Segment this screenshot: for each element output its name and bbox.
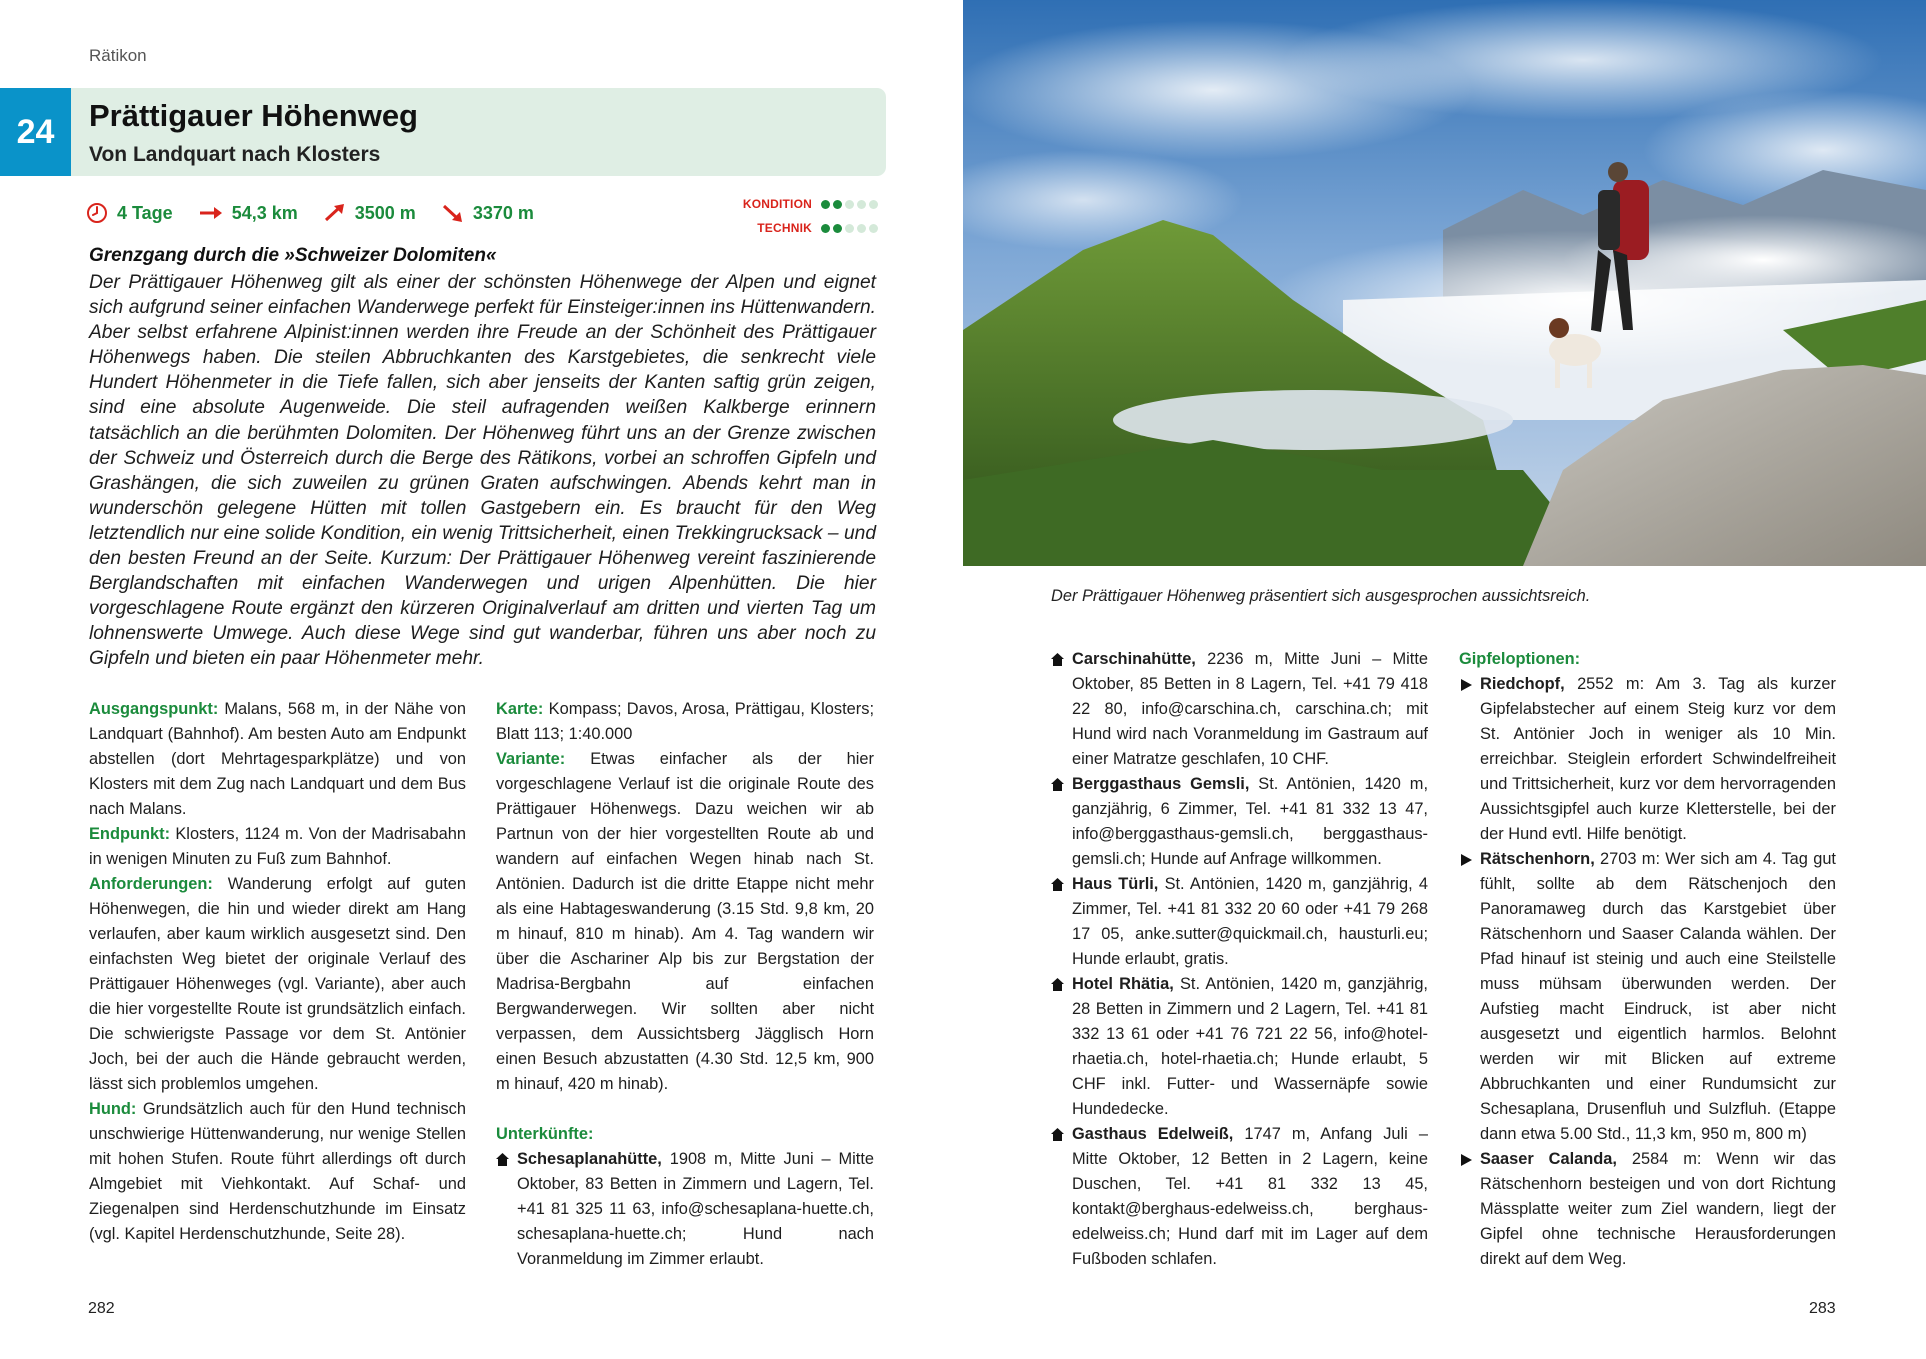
- summit-entry: [1459, 1147, 1836, 1272]
- hut-text: 1908 m, Mitte Juni – Mitte Oktober, 83 Betten in Zimmern und Lagern, Tel. +41 81 325 11 63, info@schesaplana-huette.ch, schesaplana-huette.ch; Hund nach Voranmeldung im Zimmer erlaubt.: [517, 1150, 874, 1268]
- ascent-stat: [324, 203, 416, 224]
- summit-text: 2552 m: Am 3. Tag als kurzer Gipfelabstecher auf einem Steig kurz vor dem St. Antönier Joch in weniger als 10 Min. erreichbar. Steiglein erfordert Schwindelfreiheit und Trittsicherheit, kurz vor dem hervorragenden Aussichtsgipfel auch kurze Kletterstelle, bei der der Hund evtl. Hilfe benötigt.: [1480, 675, 1836, 843]
- hut-entry: [1051, 1122, 1428, 1272]
- hut-name: Hotel Rhätia,: [1072, 975, 1174, 993]
- triangle-bullet-icon: [1461, 679, 1472, 691]
- right-page: [963, 0, 1926, 1359]
- requirements-text: Wanderung erfolgt auf guten Höhenwegen, die hin und wieder direkt am Hang verlaufen, aber kaum wirklich ausgesetzt sind. Den einfachsten Weg bietet der originale Verlauf des Prättigauer Höhenweges (vgl. Variante), aber auch die hier vorgestellte Route ist grundsätzlich einfach. Die schwierigste Passage vor dem St. Antönier Joch, bei der auch die Hände gebraucht werden, lässt sich problemlos umgehen.: [89, 875, 466, 1093]
- rating-dot: [833, 200, 842, 209]
- rating-dot: [845, 224, 854, 233]
- summit-name: Rätschenhorn,: [1480, 850, 1595, 868]
- info-column-1: [89, 697, 466, 1247]
- tour-stats: [86, 198, 560, 228]
- descent-value: 3370 m: [472, 202, 534, 223]
- map-text: Kompass; Davos, Arosa, Prättigau, Klosters; Blatt 113; 1:40.000: [496, 700, 874, 743]
- rating-dot: [821, 200, 830, 209]
- hut-text: 2236 m, Mitte Juni – Mitte Oktober, 85 Betten in 8 Lagern, Tel. +41 79 418 22 80, info@carschina.ch, carschina.ch; mit Hund wird nach Voranmeldung im Gastraum auf einer Matratze geschlafen, 10 CHF.: [1072, 650, 1428, 768]
- page-title: Prättigauer Höhenweg: [89, 98, 418, 133]
- info-requirements: [89, 872, 466, 1097]
- summit-name: Saaser Calanda,: [1480, 1150, 1617, 1168]
- dog-text: Grundsätzlich auch für den Hund technisch unschwierige Hüttenwanderung, nur wenige Stellen mit hohen Stufen. Route führt allerdings oft durch Almgebiet mit Viehkontakt. Auf Schaf- und Ziegenalpen sind Herdenschutzhunde im Einsatz (vgl. Kapitel Herdenschutzhunde, Seite 28).: [89, 1100, 466, 1243]
- rating-dot: [857, 224, 866, 233]
- hiker-with-dog-image: [963, 0, 1926, 566]
- kondition-label: KONDITION: [742, 197, 812, 211]
- page-subtitle: Von Landquart nach Klosters: [89, 143, 381, 166]
- technik-label: TECHNIK: [757, 221, 812, 235]
- start-label: Ausgangspunkt:: [89, 700, 219, 718]
- info-start: [89, 697, 466, 822]
- summit-column: [1459, 647, 1836, 1272]
- triangle-bullet-icon: [1461, 854, 1472, 866]
- arrow-down-icon: [442, 204, 464, 222]
- hut-icon: [496, 1153, 509, 1166]
- rating-dot: [857, 200, 866, 209]
- rating-dot: [869, 200, 878, 209]
- tour-number: 24: [0, 88, 71, 176]
- tour-header: [0, 88, 886, 176]
- variant-label: Variante:: [496, 750, 566, 768]
- lodging-heading: Unterkünfte:: [496, 1125, 594, 1143]
- info-end: [89, 822, 466, 872]
- hut-name: Haus Türli,: [1072, 875, 1159, 893]
- photo-caption: Der Prättigauer Höhenweg präsentiert sich ausgesprochen aussichtsreich.: [1051, 587, 1591, 605]
- page-number-left: 282: [88, 1300, 115, 1317]
- hut-entry: [496, 1147, 874, 1272]
- lodging-column: [1051, 647, 1428, 1272]
- hut-entry: [1051, 647, 1428, 772]
- end-label: Endpunkt:: [89, 825, 171, 843]
- hut-entry: [1051, 972, 1428, 1122]
- intro-text: Der Prättigauer Höhenweg gilt als einer der schönsten Höhenwege der Alpen und eignet sich aufgrund seiner einfachen Wanderwege perfekt für Einsteiger:innen ins Hüttenwandern. Aber selbst erfahrene Alpinist:innen werden ihre Freude an der Schönheit des Prättigauer Höhenwegs haben. Die steilen Abbruchkanten des Karstgebietes, die senkrecht viele Hundert Höhenmeter in die Tiefe fallen, sich aber jenseits der Kanten saftig grün zeigen, sind eine absolute Augenweide. Die steil aufragenden weißen Kalkberge erinnern tatsächlich an die berühmten Dolomiten. Der Höhenweg führt uns an der Grenze zwischen der Schweiz und Österreich durch die Berge des Rätikons, vorbei an schroffen Gipfeln und Grashängen, die sich zuweilen zu grünen Graten aufschwingen. Abends kehrt man in wunderschön gelegene Hütten mit tollen Gastgebern ein. Es braucht für den Weg letztendlich nur eine solide Kondition, ein wenig Trittsicherheit, einen Trekkingrucksack – und den besten Freund an der Seite. Kurzum: Der Prättigauer Höhenweg vereint faszinierende Berglandschaften mit einfachen Wanderwegen und urigen Alpenhütten. Die hier vorgeschlagene Route ergänzt den kürzeren Originalverlauf am dritten und vierten Tag um lohnenswerte Umwege. Auch diese Wege sind gut wanderbar, führen uns aber noch zu Gipfeln und bieten ein paar Höhenmeter mehr.: [89, 272, 876, 670]
- requirements-label: Anforderungen:: [89, 875, 213, 893]
- hut-name: Carschinahütte,: [1072, 650, 1196, 668]
- duration-value: 4 Tage: [117, 202, 173, 223]
- hut-entry: [1051, 872, 1428, 972]
- map-label: Karte:: [496, 700, 544, 718]
- arrow-right-icon: [199, 206, 223, 220]
- hut-icon: [1051, 1128, 1064, 1141]
- summit-text: 2703 m: Wer sich am 4. Tag gut fühlt, sollte ab dem Rätschenjoch den Panoramaweg durch das Karstgebiet über Rätschenhorn und Saaser Calanda wählen. Der Pfad hinauf ist steinig und auch eine Steilstelle muss mühsam überwunden werden. Der Aufstieg macht Eindruck, ist aber nicht ausgesetzt und eigentlich harmlos. Belohnt werden wir mit Blicken auf extreme Abbruchkanten und einer Rundumsicht zur Schesaplana, Drusenfluh und Sulzfluh. (Etappe dann etwa 5.00 Std., 11,3 km, 950 m, 800 m): [1480, 850, 1836, 1143]
- hut-icon: [1051, 653, 1064, 666]
- clock-icon: [86, 202, 108, 224]
- summit-name: Riedchopf,: [1480, 675, 1565, 693]
- intro-heading: Grenzgang durch die »Schweizer Dolomiten«: [89, 245, 497, 266]
- start-text: Malans, 568 m, in der Nähe von Landquart (Bahnhof). Am besten Auto am Endpunkt abstellen (dort Mehrtagesparkplätze) und von Klosters mit dem Zug nach Landquart und dem Bus nach Malans.: [89, 700, 466, 818]
- rating-dot: [833, 224, 842, 233]
- end-text: Klosters, 1124 m. Von der Madrisabahn in wenigen Minuten zu Fuß zum Bahnhof.: [89, 825, 466, 868]
- ascent-value: 3500 m: [354, 202, 416, 223]
- hut-text: 1747 m, Anfang Juli – Mitte Oktober, 12 Betten in 2 Lagern, keine Duschen, Tel. +41 81 332 13 45, kontakt@berghaus-edelweiss.ch, berghaus-edelweiss.ch; Hund darf mit im Lager auf dem Fußboden schlafen.: [1072, 1125, 1428, 1268]
- technik-rating: [700, 216, 878, 240]
- info-dog: [89, 1097, 466, 1247]
- duration-stat: [86, 202, 173, 224]
- region-label: Rätikon: [89, 46, 147, 65]
- page-number-right: 283: [1809, 1300, 1836, 1317]
- hut-name: Schesaplanahütte,: [517, 1150, 662, 1168]
- hut-name: Berggasthaus Gemsli,: [1072, 775, 1250, 793]
- rating-dot: [869, 224, 878, 233]
- hut-icon: [1051, 978, 1064, 991]
- info-column-2: [496, 697, 874, 1272]
- summit-entry: [1459, 847, 1836, 1147]
- hut-text: St. Antönien, 1420 m, ganzjährig, 28 Betten in Zimmern und 2 Lagern, Tel. +41 81 332 13 61 oder +41 76 721 22 56, info@hotel-rhaetia.ch, hotel-rhaetia.ch; Hunde erlaubt, 5 CHF inkl. Futter- und Wassernäpfe sowie Hundedecke.: [1072, 975, 1428, 1118]
- mountain-photo: [963, 0, 1926, 566]
- dog-label: Hund:: [89, 1100, 137, 1118]
- summit-entry: [1459, 672, 1836, 847]
- arrow-up-icon: [324, 204, 346, 222]
- summit-text: 2584 m: Wenn wir das Rätschenhorn besteigen und von dort Richtung Mässplatte weiter zum Ziel wandern, liegt der Gipfel ohne technische Herausforderungen direkt auf dem Weg.: [1480, 1150, 1836, 1268]
- rating-dot: [821, 224, 830, 233]
- hut-entry: [1051, 772, 1428, 872]
- hut-text: St. Antönien, 1420 m, ganzjährig, 4 Zimmer, Tel. +41 81 332 20 60 oder +41 79 268 17 05, anke.sutter@quickmail.ch, hausturli.eu; Hunde erlaubt, gratis.: [1072, 875, 1428, 968]
- summit-heading: Gipfeloptionen:: [1459, 650, 1581, 668]
- kondition-rating: [700, 192, 878, 216]
- hut-name: Gasthaus Edelweiß,: [1072, 1125, 1234, 1143]
- rating-dot: [845, 200, 854, 209]
- info-map: [496, 697, 874, 747]
- hut-icon: [1051, 778, 1064, 791]
- distance-stat: [199, 203, 298, 224]
- hut-text: St. Antönien, 1420 m, ganzjährig, 6 Zimmer, Tel. +41 81 332 13 47, info@berggasthaus-gemsli.ch, berggasthaus-gemsli.ch; Hunde auf Anfrage willkommen.: [1072, 775, 1428, 868]
- triangle-bullet-icon: [1461, 1154, 1472, 1166]
- descent-stat: [442, 203, 534, 224]
- hut-icon: [1051, 878, 1064, 891]
- difficulty-ratings: [700, 192, 878, 240]
- variant-text: Etwas einfacher als der hier vorgeschlagene Verlauf ist die originale Route des Prättigauer Höhenwegs. Dazu weichen wir ab Partnun von der hier vorgestellten Route ab und wandern auf einfachen Wegen hinab nach St. Antönien. Dadurch ist die dritte Etappe nicht mehr als eine Habtageswanderung (3.15 Std. 9,8 km, 20 m hinauf, 810 m hinab). Am 4. Tag wandern wir über die Aschariner Alp bis zur Bergstation der Madrisa-Bergbahn auf einfachen Bergwanderwegen. Wir sollten aber nicht verpassen, dem Aussichtsberg Jägglisch Horn einen Besuch abzustatten (4.30 Std. 12,5 km, 900 m hinauf, 420 m hinab).: [496, 750, 874, 1093]
- info-variant: [496, 747, 874, 1097]
- distance-value: 54,3 km: [231, 202, 298, 223]
